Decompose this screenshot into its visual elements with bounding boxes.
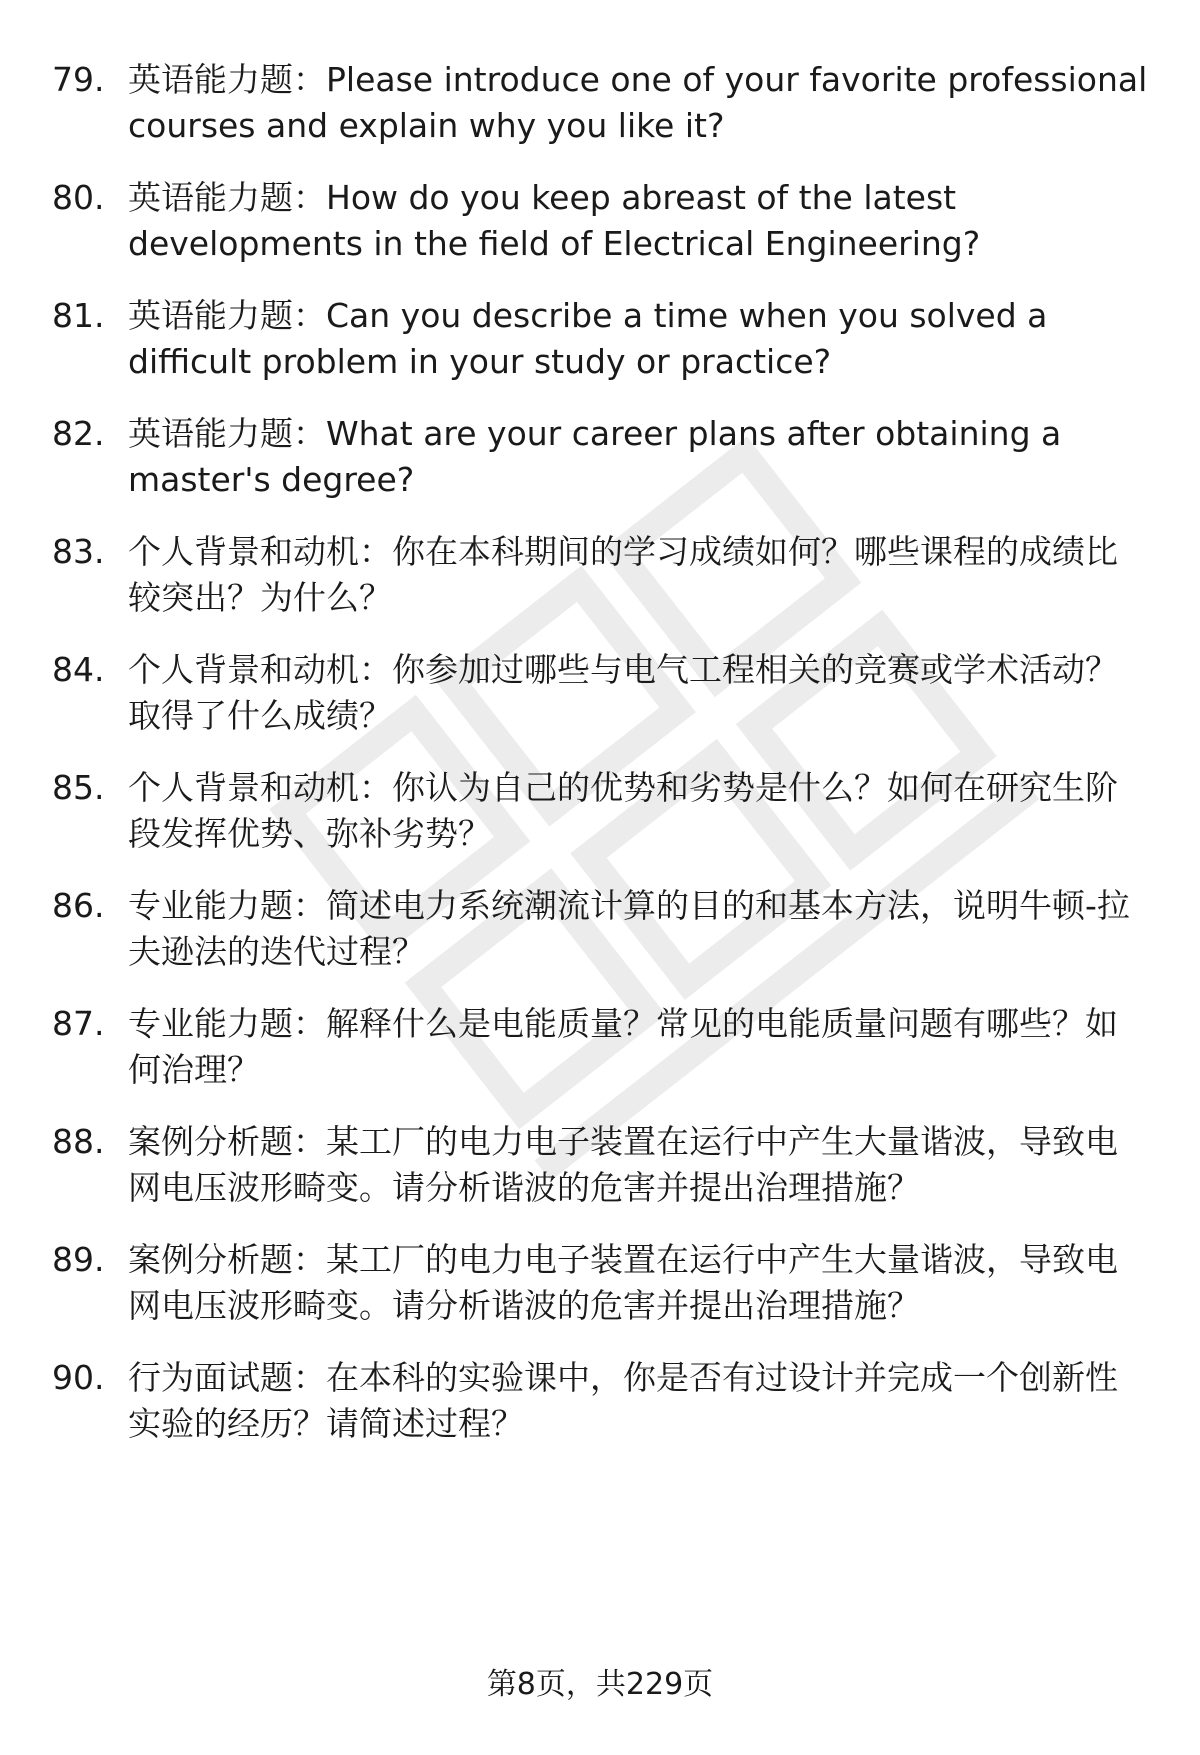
question-text: 专业能力题：简述电力系统潮流计算的目的和基本方法，说明牛顿-拉夫逊法的迭代过程？ <box>128 886 1130 971</box>
list-item <box>0 175 1200 285</box>
question-text: 英语能力题：Can you describe a time when you solved a difficult problem in your study or practice? <box>128 296 1048 381</box>
question-number: 84. <box>52 650 105 689</box>
question-text: 个人背景和动机：你参加过哪些与电气工程相关的竞赛或学术活动？取得了什么成绩？ <box>128 650 1118 735</box>
list-item <box>0 57 1200 167</box>
list-item <box>0 765 1200 875</box>
question-text: 英语能力题：How do you keep abreast of the latest developments in the field of Electrical Engineering? <box>128 178 981 263</box>
list-item <box>0 883 1200 993</box>
question-text: 个人背景和动机：你在本科期间的学习成绩如何？哪些课程的成绩比较突出？为什么？ <box>128 532 1118 617</box>
question-number: 83. <box>52 532 105 571</box>
question-number: 80. <box>52 178 105 217</box>
list-item <box>0 293 1200 403</box>
question-number: 85. <box>52 768 105 807</box>
question-text: 行为面试题：在本科的实验课中，你是否有过设计并完成一个创新性实验的经历？请简述过程？ <box>128 1358 1118 1443</box>
list-item <box>0 411 1200 521</box>
page-footer <box>0 1665 1200 1705</box>
question-text: 英语能力题：Please introduce one of your favorite professional courses and explain why you like it? <box>128 60 1148 145</box>
list-item <box>0 647 1200 757</box>
question-text: 案例分析题：某工厂的电力电子装置在运行中产生大量谐波，导致电网电压波形畸变。请分析谐波的危害并提出治理措施？ <box>128 1240 1118 1325</box>
question-text: 英语能力题：What are your career plans after obtaining a master's degree? <box>128 414 1062 499</box>
list-item <box>0 1355 1200 1465</box>
list-item <box>0 1119 1200 1229</box>
question-number: 87. <box>52 1004 105 1043</box>
list-item <box>0 1237 1200 1347</box>
question-number: 81. <box>52 296 105 335</box>
question-number: 82. <box>52 414 105 453</box>
question-number: 86. <box>52 886 105 925</box>
question-number: 90. <box>52 1358 105 1397</box>
question-number: 88. <box>52 1122 105 1161</box>
list-item <box>0 529 1200 639</box>
question-text: 案例分析题：某工厂的电力电子装置在运行中产生大量谐波，导致电网电压波形畸变。请分析谐波的危害并提出治理措施？ <box>128 1122 1118 1207</box>
page-number-label: 第8页，共229页 <box>486 1667 714 1702</box>
question-number: 89. <box>52 1240 105 1279</box>
question-text: 个人背景和动机：你认为自己的优势和劣势是什么？如何在研究生阶段发挥优势、弥补劣势？ <box>128 768 1118 853</box>
question-text: 专业能力题：解释什么是电能质量？常见的电能质量问题有哪些？如何治理？ <box>128 1004 1118 1089</box>
list-item <box>0 1001 1200 1111</box>
question-number: 79. <box>52 60 105 99</box>
